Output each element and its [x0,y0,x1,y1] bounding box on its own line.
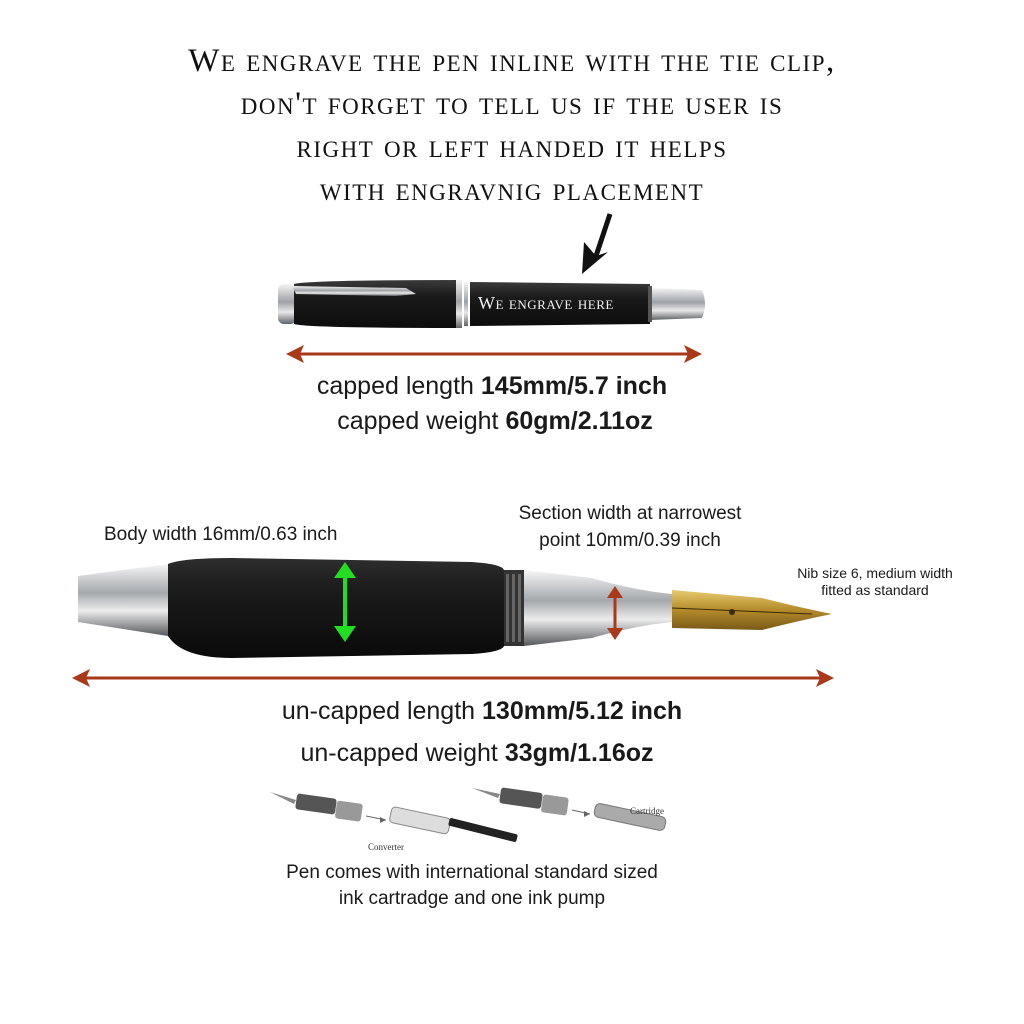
engrave-here-label: We engrave here [478,293,614,313]
headline-line-2: don't forget to tell us if the user is [240,86,784,122]
capped-length-prefix: capped length [316,372,474,400]
nib-size-line-2: fitted as standard [821,582,929,598]
uncapped-length-value: 130mm/5.12 inch [482,697,683,725]
capped-weight-value: 60gm/2.11oz [505,407,653,435]
uncapped-weight-spec [0,739,954,768]
cartridge-label: Cartridge [630,806,664,816]
headline-line-3: right or left handed it helps [296,129,728,165]
nib-size-line-1: Nib size 6, medium width [797,565,953,581]
section-threads [504,570,524,646]
filling-caption-line-2: ink cartradge and one ink pump [338,888,606,909]
body-width-arrow [330,560,360,644]
uncapped-pen-image [72,556,832,666]
headline-line-4: with engravnig placement [319,172,705,208]
filling-caption [0,860,944,912]
converter-label: Converter [368,842,404,852]
uncapped-length-arrow [70,666,836,690]
capped-length-arrow [284,342,704,366]
filling-caption-line-1: Pen comes with international standard sized [286,862,658,883]
uncapped-weight-value: 33gm/1.16oz [504,739,654,767]
capped-length-value: 145mm/5.7 inch [480,372,668,400]
section-width-label [480,500,780,554]
headline-line-1: We engrave the pen inline with the tie clip, [188,43,836,79]
uncapped-weight-prefix: un-capped weight [300,739,498,767]
section-width-arrow [604,584,626,642]
uncapped-length-prefix: un-capped length [281,697,476,725]
section-width-line-2: point 10mm/0.39 inch [539,530,721,551]
capped-weight-prefix: capped weight [337,407,499,435]
uncapped-length-spec [0,697,964,726]
headline [0,40,1024,212]
body-width-label: Body width 16mm/0.63 inch [104,524,338,545]
capped-length-spec [0,372,984,401]
pointer-arrow-icon [570,212,620,277]
section-width-line-1: Section width at narrowest [518,503,742,524]
capped-weight-spec [0,407,990,436]
